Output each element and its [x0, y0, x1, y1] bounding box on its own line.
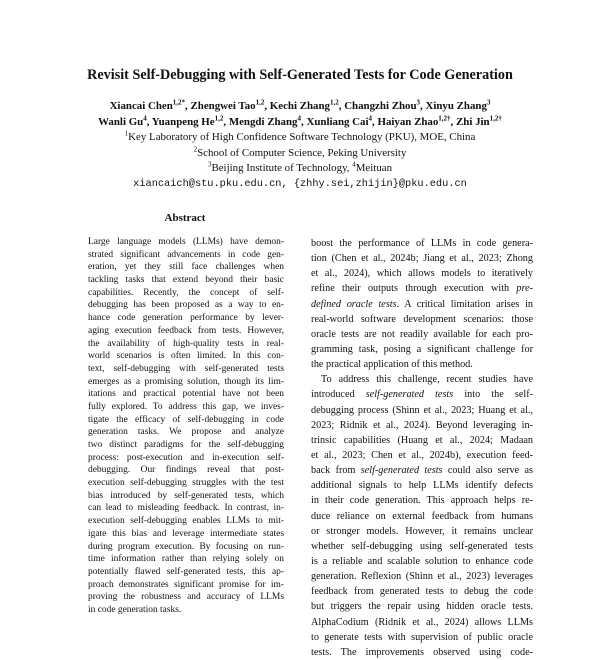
body-line: oracle tests are not readily available for each pro-: [311, 328, 533, 340]
abstract-line: tigate the efficacy of self-debugging in code: [88, 414, 284, 425]
emphasis-text: self-generated tests: [360, 465, 443, 477]
body-line: gramming task, posing a significant challenge for: [311, 343, 533, 355]
abstract-line: fully explored. To address this gap, we inves-: [88, 401, 284, 412]
affiliation-2-text: School of Computer Science, Peking University: [197, 146, 407, 159]
affiliation-1-sup: 1: [124, 129, 129, 138]
affiliation-1-text: Key Laboratory of High Confidence Software Technology (PKU), MOE, China: [128, 131, 476, 143]
abstract-line: aging execution feedback from tests. However,: [88, 325, 284, 336]
body-line: real-world software development scenarios: those: [311, 313, 533, 325]
abstract-line: Large language models (LLMs) have demon-: [88, 237, 284, 247]
abstract-line: tackling tasks that extend beyond their basic: [88, 275, 284, 286]
author-affiliation-sup: 3: [486, 98, 491, 107]
author-affiliation-sup: 3: [416, 98, 421, 107]
affiliation-2-sup: 2: [193, 144, 198, 153]
body-line: tests. The improvements observed using code-: [311, 646, 533, 658]
author-name: Zhi Jin: [456, 115, 490, 128]
body-line: [311, 281, 533, 296]
affiliation-4-sup: 4: [352, 160, 356, 169]
abstract-line: emerges as a promising solution, though its lim-: [88, 376, 284, 387]
author-affiliation-sup: 1,2: [214, 113, 224, 122]
author-name: Zhengwei Tao: [190, 100, 256, 112]
author-affiliation-sup: 1,2: [255, 98, 265, 107]
abstract-line: potentially flawed self-generated tests, this ap-: [88, 566, 284, 577]
abstract-line: time information rather than relying solely on: [88, 554, 284, 565]
body-line: 2023; Ridnik et al., 2024). Beyond leveraging in-: [311, 419, 533, 431]
abstract-line: process: post-execution and in-execution self-: [88, 452, 284, 463]
abstract-line: bias introduced by self-generated tests, which: [88, 490, 284, 501]
author-name: Mengdi Zhang: [228, 115, 298, 128]
abstract-line: in code generation tasks.: [88, 604, 182, 615]
author-name: Xunliang Cai: [306, 115, 369, 128]
body-line: whether self-debugging using self-generated tests: [311, 540, 533, 552]
body-line: [311, 297, 533, 312]
body-line: et al., 2023; Chen et al., 2024b), execution feed-: [311, 449, 533, 461]
affiliation-4-text: Meituan: [355, 162, 393, 174]
author-affiliation-sup: 1,2†: [438, 113, 451, 122]
author-affiliation-sup: 1,2†: [489, 113, 502, 122]
affiliation-3-text: Beijing Institute of Technology,: [211, 162, 353, 174]
affiliation-3-sup: 3: [207, 160, 212, 169]
abstract-line: can lead to misleading feedback. In contrast, in-: [88, 503, 284, 514]
affiliation-1: [20, 130, 580, 146]
body-text: into the self-: [453, 389, 533, 401]
affiliation-2: [20, 146, 580, 162]
abstract-line: hance code generation performance by lever-: [88, 313, 284, 324]
body-line: tion (Chen et al., 2024b; Jiang et al., 2023; Zhong: [311, 253, 533, 265]
author-emails[interactable]: xiancaich@stu.pku.edu.cn, {zhhy.sei,zhijin}@pku.edu.cn: [133, 177, 467, 190]
body-line: the practical application of this method.: [311, 359, 473, 371]
abstract-line: strated significant advancements in code gen-: [88, 249, 284, 260]
author-affiliation-sup: 4: [368, 113, 373, 122]
abstract-line: two distinct paradigms for the self-debugging: [88, 440, 284, 450]
author-affiliation-sup: 4: [143, 113, 147, 122]
body-text: refine their outputs through execution with: [311, 283, 517, 295]
abstract-line: world scenarios is often limited. In this con-: [88, 351, 284, 362]
author-affiliation-sup: 1,2: [329, 98, 339, 107]
body-line: et al., 2024), which allows models to iteratively: [311, 268, 533, 280]
abstract-line: proving the robustness and accuracy of LLMs: [88, 592, 284, 603]
body-line: boost the performance of LLMs in code genera-: [311, 238, 533, 249]
body-text: back from: [311, 465, 361, 477]
abstract-line: generation tasks. We propose and analyze: [88, 427, 284, 438]
body-text: introduced: [311, 389, 366, 401]
author-name: Yuanpeng He: [151, 115, 215, 128]
body-line: To address this challenge, recent studies have: [321, 374, 533, 386]
abstract-line: capabilities. Recently, the concept of self-: [88, 287, 284, 298]
author-line-2: Wanli Gu$^4$, Yuanpeng He$^{1,2}$, Mengdi Zhang$^4$, Xunliang Cai$^4$, Haiyan Zhao$^{1,2\dagger}$, Zhi Jin$^{1,2\dagger}$: [98, 113, 502, 128]
author-affiliation-sup: 4: [297, 113, 302, 122]
author-name: Haiyan Zhao: [377, 115, 439, 128]
body-line: [311, 463, 533, 478]
author-name: Xinyu Zhang: [425, 100, 487, 112]
author-block: [20, 99, 580, 192]
affiliation-3-4: [20, 161, 580, 177]
body-line: generation. Reflexion (Shinn et al., 2023) leverages: [311, 571, 533, 583]
body-line: duce reliance on external feedback from humans: [311, 510, 533, 522]
author-affiliation-sup: 1,2*: [172, 98, 186, 107]
abstract-line: proach demonstrates significant promise for im-: [88, 579, 284, 590]
author-name: Wanli Gu: [98, 115, 144, 128]
abstract-line: during program execution. By focusing on run-: [88, 541, 284, 552]
abstract-line: execution self-debugging enables LLMs to mit-: [88, 516, 284, 527]
body-line: in their code generation. This approach helps re-: [311, 495, 533, 507]
abstract-line: text, self-debugging with self-generated tests: [88, 363, 284, 374]
body-text: could also serve as: [442, 465, 533, 477]
body-line: additional signals to help LLMs identify defects: [311, 480, 533, 492]
abstract-line: execution self-debugging struggles with the test: [88, 478, 284, 489]
paper-title: Revisit Self-Debugging with Self-Generated Tests for Code Generation: [87, 67, 513, 83]
body-text: . A critical limitation arises in: [396, 298, 533, 310]
abstract-line: debugging. Our findings reveal that post-: [88, 465, 284, 476]
body-line: feedback from generated tests to debug the code: [311, 586, 533, 598]
emphasis-text: defined oracle tests: [311, 298, 397, 310]
body-line: [311, 387, 533, 402]
abstract-line: itations and practical potential have not been: [88, 389, 284, 400]
body-line: debugging process (Shinn et al., 2023; Huang et al.,: [311, 404, 533, 416]
abstract-line: igate this bias and leverage intermediate states: [88, 528, 284, 539]
body-line: or stronger models. However, it remains unclear: [311, 525, 533, 537]
author-name: Changzhi Zhou: [344, 100, 417, 112]
author-name: Xiancai Chen: [109, 100, 173, 112]
body-line: is a reliable and scalable solution to enhance code: [311, 555, 533, 567]
abstract-line: the availability of high-quality tests in real-: [88, 338, 284, 349]
body-line: trinsic capabilities (Huang et al., 2024; Madaan: [311, 434, 533, 446]
introduction-column: [311, 236, 533, 660]
abstract-body: [88, 236, 284, 617]
author-name: Kechi Zhang: [269, 100, 330, 112]
emphasis-text: self-generated tests: [365, 389, 454, 401]
body-line: to generate tests with supervision of public oracle: [311, 631, 533, 643]
abstract-line: debugging has been proposed as a way to en-: [88, 300, 284, 311]
author-line-1: Xiancai Chen$^{1,2*}$, Zhengwei Tao$^{1,2}$, Kechi Zhang$^{1,2}$, Changzhi Zhou$^3$, Xinyu Zhang$^3$: [109, 98, 491, 112]
body-line: AlphaCodium (Ridnik et al., 2024) allows LLMs: [311, 616, 533, 628]
abstract-heading: Abstract: [164, 212, 206, 224]
body-line: but triggers the repair using hidden oracle tests.: [311, 601, 533, 613]
abstract-line: eration, yet they still face challenges when: [88, 262, 284, 273]
emphasis-text: pre-: [516, 283, 533, 295]
